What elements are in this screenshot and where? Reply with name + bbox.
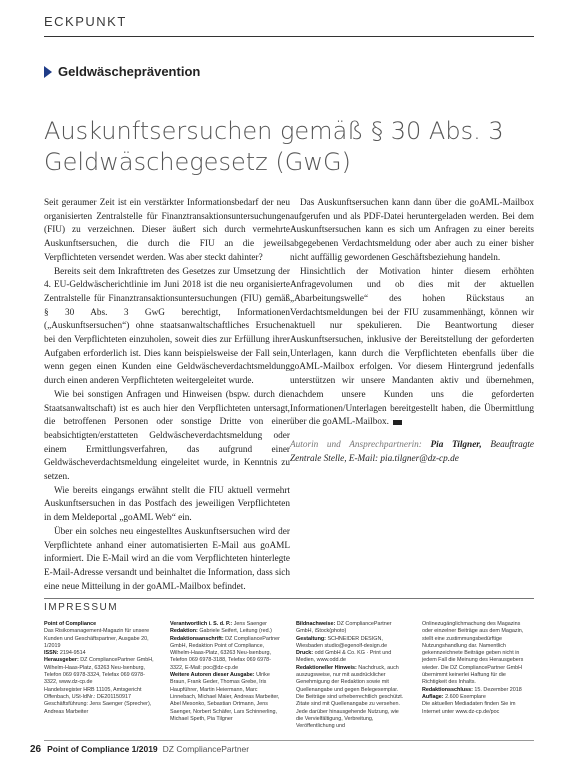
header-label: ECKPUNKT [44, 14, 127, 29]
triangle-bullet-icon [44, 66, 52, 78]
paragraph-last [290, 266, 534, 430]
impressum-entry: ISSN: 2194-9514 [44, 650, 86, 657]
journal-issue: Point of Compliance 1/2019 [47, 744, 158, 754]
impressum-label: IMPRESSUM [44, 602, 119, 613]
paragraph: Bereits seit dem Inkrafttreten des Gesetzes zur Umsetzung der 4. EU-Geldwäscherichtlinie im Juni 2018 ist die neu organisierte Zentralstelle für Finanztransaktionsuntersuchungen (FIU) gemäß § 30 Abs. 3 GwG berechtigt, Informationen („Auskunftsersuchen“) ohne staatsanwaltschaftliches Ersuchen bei den Verpflichteten einzuholen, soweit dies zur Erfüllung ihrer Aufgaben erforderlich ist. Dies kann beispielsweise der Fall sein, wenn gegen einen Kunden eine Geldwäscheverdachtsmeldung durch einen anderen Verpflichteten weitergeleitet wurde. [44, 266, 290, 387]
paragraph: Wie bereits eingangs erwähnt stellt die FIU aktuell vermehrt Auskunftsersuchen in das Postfach des jeweiligen Verpflichteten in dem Meldeportal „goAML Web“ ein. [44, 485, 290, 524]
impressum-entry: Handelsregister HRB 11105, Amtsgericht Offenbach, USt-IdNr.: DE201150917 [44, 686, 142, 700]
end-of-article-icon [393, 420, 402, 425]
author-label: Autorin und Ansprechpartnerin: [290, 439, 422, 450]
page-number: 26 [30, 744, 42, 755]
article-title [44, 116, 544, 178]
author-role: Beauftragte Zentrale Stelle, E-Mail: pia.tilgner@dz-cp.de [290, 439, 535, 464]
impressum-entry: Druck: odd GmbH & Co. KG · Print und Medien, www.odd.de [296, 650, 392, 664]
impressum-entry: Bildnachweise: DZ CompliancePartner GmbH, iStock(photo) [296, 621, 392, 635]
paragraph-text: Hinsichtlich der Motivation hinter diesem erhöhten Anfragevolumen und ob dies mit der aktuellen „Abarbeitungswelle“ des hohen Rückstaus an Verdachtsmeldungen bei der FIU zusammenhängt, können wir aktuell nur spekulieren. Die Beantwortung dieser Auskunftsersuchen, inklusive der Bereitstellung der geforderten Unterlagen, kann durch die Verpflichteten ebenfalls über die goAML-Mailbox erfolgen. Vor diesem Hintergrund jedenfalls unterstützen wir unsere Mandanten aktiv und übernehmen, nachdem unsere Kunden uns die geforderten Informationen/Unterlagen bereitgestellt haben, die Übermittlung über die goAML-Mailbox. [290, 266, 534, 428]
section-heading [44, 64, 200, 79]
impressum-entry: Point of Compliance [44, 621, 97, 627]
page-footer [30, 744, 249, 755]
impressum-entry: Die aktuellen Mediadaten finden Sie im Internet unter www.dz-cp.de/poc [422, 701, 516, 715]
impressum-entry: Verantwortlich i. S. d. P.: Jens Saenger [170, 621, 267, 627]
section-title: Geldwäscheprävention [58, 64, 201, 79]
article-title-line-1: Auskunftsersuchen gemäß § 30 Abs. 3 [44, 117, 504, 145]
paragraph: Seit geraumer Zeit ist ein verstärkter Informationsbedarf der neu organisierten Zentralstelle für Finanztransaktionsuntersuchungen (FIU) zu verzeichnen. Dieser äußert sich durch vermehrte Auskunftsersuchen, die durch die FIU an die jeweils Verpflichteten versendet werden. Was aber steckt dahinter? [44, 198, 290, 263]
publisher-name: DZ CompliancePartner [162, 744, 250, 754]
paragraph: Über ein solches neu eingestelltes Auskunftsersuchen wird der Verpflichtete anhand einer automatisierten E-Mail aus goAML informiert. Die E-Mail wird an die vom Verpflichteten hinterlegte E-Mail-Adresse versandt und beinhaltet die Information, dass sich eine neue Mitteilung in der goAML-Mailbox befindet. [44, 526, 290, 592]
impressum-column-3 [296, 621, 406, 730]
impressum-entry: Das Risikomanagement-Magazin für unsere Kunden und Geschäftspartner, Ausgabe 20, 1/2019 [44, 628, 150, 649]
impressum-entry: Auflage: 2.600 Exemplare [422, 693, 486, 700]
impressum-entry: Redaktioneller Hinweis: Nachdruck, auch auszugsweise, nur mit ausdrücklicher Genehmigung der Redaktion sowie mit Quellenangabe und gegen Belegexemplar. Die Beiträge sind urheberrechtlich geschützt. Zitate sind mit Quellenangabe zu versehen. Jede darüber hinausgehende Nutzung, wie die Vervielfältigung, Verbreitung, Veröffentlichung und [296, 664, 404, 730]
article-column-left [44, 197, 290, 594]
impressum-entry: Redaktion: Gabriele Seifert, Leitung (red.) [170, 628, 272, 635]
impressum-column-2 [170, 621, 280, 723]
impressum-entry: Redaktionsanschrift: DZ CompliancePartner GmbH, Redaktion Point of Compliance, Wilhelm-Haas-Platz, 63263 Neu-Isenburg, Telefon 069 6978-3188, Telefax 069 6978-3322, E-Mail: poc@dz-cp.de [170, 635, 280, 671]
impressum-column-1 [44, 621, 154, 716]
impressum-entry: Geschäftsführung: Jens Saenger (Sprecher), Andreas Marbeiter [44, 701, 152, 715]
impressum-entry: Gestaltung: SCHNEIDER DESIGN, Wiesbaden studio@egenolf-design.de [296, 635, 388, 649]
impressum-entry: Redaktionsschluss: 15. Dezember 2018 [422, 686, 522, 693]
author-credit [290, 439, 534, 466]
impressum-entry: Herausgeber: DZ CompliancePartner GmbH, Wilhelm-Haas-Platz, 63263 Neu-Isenburg, Telefon 069 6978-3324, Telefax 069 6978-3322, www.dz-cp.de [44, 657, 154, 686]
article-title-line-2: Geldwäschegesetz (GwG) [44, 148, 351, 176]
impressum-entry: Weitere Autoren dieser Ausgabe: Ulrike Braun, Frank Geder, Thomas Grebe, Iris Haupführer, Martin Heiermann, Marc Linnebach, Michael Maier, Andreas Marbeiter, Abel Mesonko, Sebastian Ortmann, Jens Saenger, Norbert Schäfer, Lars Schinnerling, Michael Speth, Pia Tilgner [170, 672, 280, 722]
author-name: Pia Tilgner, [430, 439, 482, 450]
paragraph: Wie bei sonstigen Anfragen und Hinweisen (bspw. durch die Staatsanwaltschaft) ist es auch hier den Verpflichteten untersagt, die betroffenen Personen oder sonstige Dritte von einer beabsichtigten/erstatteten Geldwäscheverdachtsmeldung oder einem Ermittlungsverfahren, das aufgrund einer Geldwäscheverdachtsmeldung eingeleitet wurde, in Kenntnis zu setzen. [44, 389, 290, 483]
paragraph: Das Auskunftsersuchen kann dann über die goAML-Mailbox aufgerufen und als PDF-Datei heruntergeladen werden. Bei dem Auskunftsersuchen kann es sich um Anfragen zu einer bereits abgegebenen Verdachtsmeldung oder aber auch zu einer bisher nicht auffällig gewordenen Geschäftsbeziehung handeln. [290, 198, 534, 263]
impressum-column-4 [422, 621, 532, 716]
impressum-entry: Onlinezugänglichmachung des Magazins oder einzelner Beiträge aus dem Magazin, stellt eine zustimmungsbedürftige Nutzungshandlung dar. Namentlich gekennzeichnete Beiträge geben nicht in jedem Fall die Meinung des Herausgebers wieder. Die DZ CompliancePartner GmbH übernimmt keinerlei Haftung für die Richtigkeit des Inhalts. [422, 621, 524, 686]
footer-divider [44, 740, 534, 741]
impressum-divider [44, 598, 534, 599]
header-divider [44, 36, 534, 37]
article-column-right [290, 197, 534, 466]
